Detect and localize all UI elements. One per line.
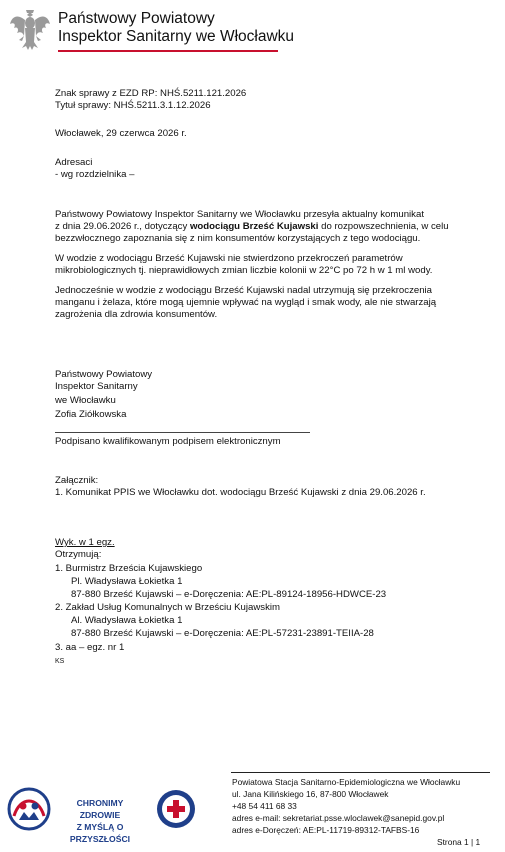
body-p3-line3: zagrożenia dla zdrowia konsumentów. [55,309,218,320]
recipient-2-delivery: 87-880 Brześć Kujawski – e-Doręczenia: AE:PL-57231-23891-TEIIA-28 [71,628,374,639]
footer-email: adres e-mail: sekretariat.psse.wloclawek@sanepid.gov.pl [232,813,445,823]
signature-line1: Państwowy Powiatowy [55,369,153,380]
author-initials: KS [55,658,65,665]
footer-edelivery: adres e-Doręczeń: AE:PL-11719-89312-TAFBS-16 [232,825,420,835]
recipient-1-name: 1. Burmistrz Brześcia Kujawskiego [55,563,203,574]
chronimy-zdrowie-logo-icon [6,786,52,832]
attachment-item-1: 1. Komunikat PPIS we Włocławku dot. wodociągu Brześć Kujawski z dnia 29.06.2026 r. [55,487,426,498]
header-title-line1: Państwowy Powiatowy [58,10,215,27]
distribution-title: Wyk. w 1 egz. [55,537,115,548]
recipient-1-delivery: 87-880 Brześć Kujawski – e-Doręczenia: AE:PL-89124-18956-HDWCE-23 [71,589,387,600]
body-p3-line1: Jednocześnie w wodzie z wodociągu Brześć Kujawski nadal utrzymują się przekroczenia [55,285,432,296]
header-divider [58,50,278,52]
footer-divider [231,772,490,773]
page-number: Strona 1 | 1 [437,837,481,847]
recipient-3: 3. aa – egz. nr 1 [55,642,125,653]
footer-address: ul. Jana Kilińskiego 16, 87-800 Włocławek [232,789,389,799]
polish-eagle-emblem-icon [8,6,52,56]
signature-line2: Inspektor Sanitarny [55,381,138,392]
body-p1-line3: bezzwłocznego zapoznania się z nim konsumentów korzystających z tego wodociągu. [55,233,421,244]
addressees-label: Adresaci [55,157,93,168]
addressees-value: - wg rozdzielnika – [55,169,135,180]
recipient-2-street: Al. Władysława Łokietka 1 [71,615,183,626]
case-title: Tytuł sprawy: NHŚ.5211.3.1.12.2026 [55,100,211,111]
recipient-1-street: Pl. Władysława Łokietka 1 [71,576,183,587]
body-p3-line2: manganu i żelaza, które mogą ujemnie wpływać na wygląd i smak wody, ale nie stwarzają [55,297,437,308]
waterworks-name: wodociągu Brześć Kujawski [189,221,319,232]
footer-org: Powiatowa Stacja Sanitarno-Epidemiologiczna we Włocławku [232,777,461,787]
recipients-label: Otrzymują: [55,549,102,560]
sanepid-badge-icon [155,788,197,830]
place-date: Włocławek, 29 czerwca 2026 r. [55,128,187,139]
signature-note: Podpisano kwalifikowanym podpisem elektronicznym [55,436,281,447]
header-title-line2: Inspektor Sanitarny we Włocławku [58,28,295,45]
body-p2-line1: W wodzie z wodociągu Brześć Kujawski nie stwierdzono przekroczeń parametrów [55,253,403,264]
recipient-2-name: 2. Zakład Usług Komunalnych w Brześciu Kujawskim [55,602,281,613]
attachment-label: Załącznik: [55,475,99,486]
body-p1-line1: Państwowy Powiatowy Inspektor Sanitarny we Włocławku przesyła aktualny komunikat [55,209,424,220]
footer-slogan: CHRONIMY ZDROWIE Z MYŚLĄ O PRZYSZŁOŚCI [69,798,131,844]
signature-name: Zofia Ziółkowska [55,409,127,420]
body-p2-line2: mikrobiologicznych tj. nieprawidłowych zmian liczbie kolonii w 22°C po 72 h w 1 ml wody. [55,265,433,276]
body-p1-line2: z dnia 29.06.2026 r., dotyczący wodociągu Brześć Kujawski do rozpowszechnienia, w celu [55,221,449,232]
footer-phone: +48 54 411 68 33 [232,801,297,811]
signature-line3: we Włocławku [55,395,116,406]
case-number: Znak sprawy z EZD RP: NHŚ.5211.121.2026 [55,88,247,99]
signature-divider [55,432,310,433]
